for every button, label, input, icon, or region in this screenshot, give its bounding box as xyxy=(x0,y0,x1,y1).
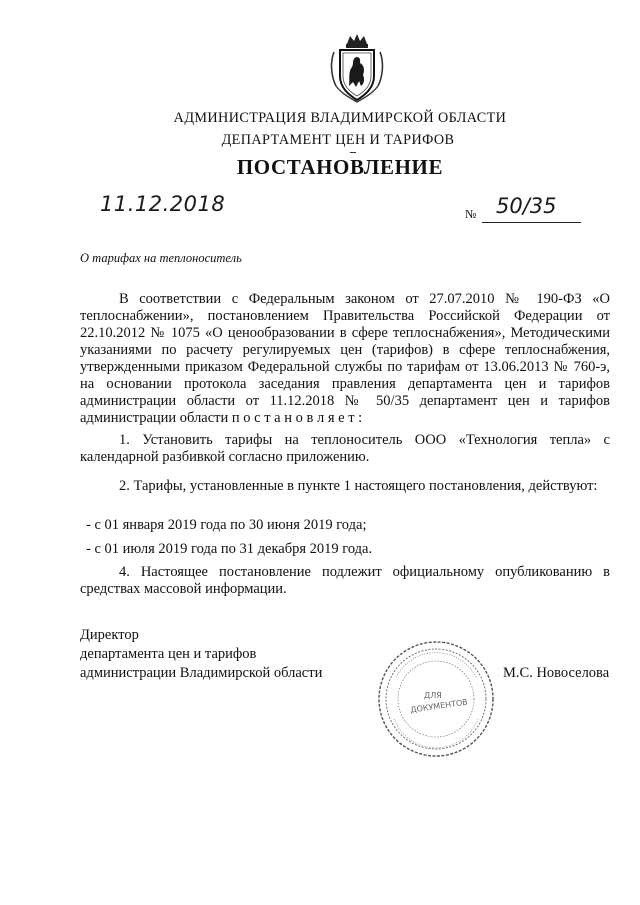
signatory-block xyxy=(80,626,322,683)
seal-center-text-1: ДЛЯ xyxy=(424,691,442,700)
signatory-title-line1: Директор xyxy=(80,627,139,643)
document-number: 50/35 xyxy=(496,194,557,218)
number-underline xyxy=(482,222,581,223)
signatory-name: М.С. Новоселова xyxy=(503,665,610,681)
org-name-line1: АДМИНИСТРАЦИЯ ВЛАДИМИРСКОЙ ОБЛАСТИ xyxy=(173,110,507,126)
signatory-title-line2: департамента цен и тарифов xyxy=(80,646,257,662)
paragraph-text: 2. Тарифы, установленные в пункте 1 настоящего постановления, действуют: xyxy=(119,478,598,494)
paragraph-text: 1. Установить тарифы на теплоноситель ООО «Технология тепла» с календарной разбивкой согласно приложению. xyxy=(80,432,610,465)
document-subject: О тарифах на теплоноситель xyxy=(80,251,242,265)
seal-center-text-2: ДОКУМЕНТОВ xyxy=(409,697,469,715)
signatory-title-line3: администрации Владимирской области xyxy=(80,665,323,681)
org-name-line2: ДЕПАРТАМЕНТ ЦЕН И ТАРИФОВ xyxy=(221,132,455,148)
paragraph-item-4 xyxy=(80,564,610,598)
official-seal-stamp xyxy=(376,639,496,759)
document-type-title: ПОСТАНОВЛЕНИЕ xyxy=(236,155,444,179)
paragraph-item-1 xyxy=(80,432,610,466)
paragraph-item-2 xyxy=(80,478,610,495)
paragraph-preamble xyxy=(80,291,610,427)
divider xyxy=(350,152,356,153)
document-date: 11.12.2018 xyxy=(100,192,226,216)
paragraph-text: 4. Настоящее постановление подлежит официальному опубликованию в средствах массовой информации. xyxy=(80,564,610,597)
period-list-item: - с 01 июля 2019 года по 31 декабря 2019 года. xyxy=(86,541,373,557)
period-list-item: - с 01 января 2019 года по 30 июня 2019 года; xyxy=(86,517,367,533)
paragraph-text: В соответствии с Федеральным законом от 27.07.2010 № 190-ФЗ «О теплоснабжении», постановлением Правительства Российской Федерации от 22.10.2012 № 1075 «О ценообразовании в сфере теплоснабжения», Методическими указаниями по расчету регулируемых цен (тарифов) в сфере теплоснабжения, утвержденными приказом Федеральной службы по тарифам от 13.06.2013 № 760-э, на основании протокола заседания правления департамента цен и тарифов администрации области от 11.12.2018 № 50/35 департамент цен и тарифов администрации области п о с т а н о в л я е т : xyxy=(80,291,610,426)
number-sign: № xyxy=(465,207,477,221)
coat-of-arms-icon xyxy=(328,32,386,104)
